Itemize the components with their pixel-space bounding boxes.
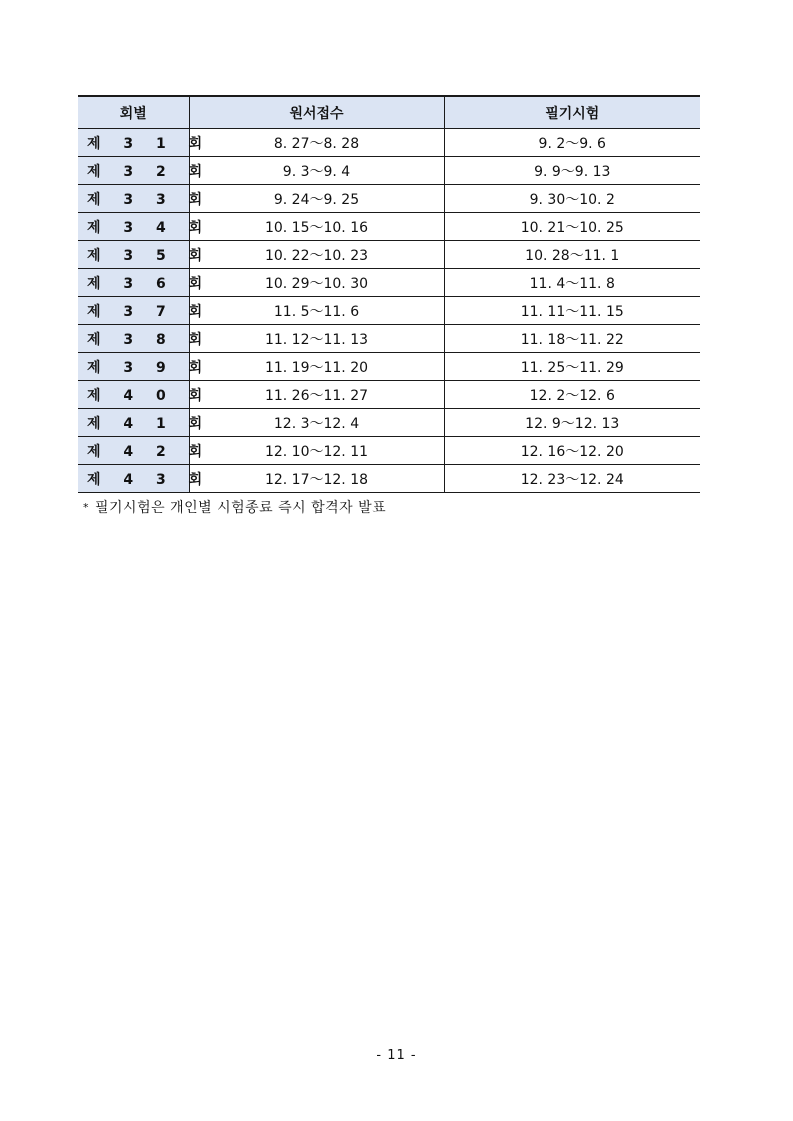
round-cell: 제 3 7 회: [78, 297, 189, 325]
application-period-cell: 10. 29～10. 30: [189, 269, 444, 297]
round-cell: 제 3 6 회: [78, 269, 189, 297]
round-cell: 제 4 2 회: [78, 437, 189, 465]
round-cell: 제 4 3 회: [78, 465, 189, 493]
table-row: [78, 185, 700, 213]
exam-period-cell: 12. 16～12. 20: [444, 437, 700, 465]
round-cell: 제 3 8 회: [78, 325, 189, 353]
header-round: 회별: [78, 96, 189, 129]
application-period-cell: 9. 24～9. 25: [189, 185, 444, 213]
table-header-row: [78, 96, 700, 129]
table-row: [78, 381, 700, 409]
round-cell: 제 4 0 회: [78, 381, 189, 409]
header-written-exam: 필기시험: [444, 96, 700, 129]
round-cell: 제 3 1 회: [78, 129, 189, 157]
table-row: [78, 353, 700, 381]
header-application: 원서접수: [189, 96, 444, 129]
application-period-cell: 11. 5～11. 6: [189, 297, 444, 325]
exam-period-cell: 11. 25～11. 29: [444, 353, 700, 381]
table-footnote: [83, 497, 386, 517]
table-row: [78, 297, 700, 325]
exam-period-cell: 10. 28～11. 1: [444, 241, 700, 269]
exam-period-cell: 12. 9～12. 13: [444, 409, 700, 437]
table-row: [78, 213, 700, 241]
round-cell: 제 3 5 회: [78, 241, 189, 269]
application-period-cell: 10. 22～10. 23: [189, 241, 444, 269]
application-period-cell: 10. 15～10. 16: [189, 213, 444, 241]
round-cell: 제 3 4 회: [78, 213, 189, 241]
exam-period-cell: 9. 30～10. 2: [444, 185, 700, 213]
round-cell: 제 3 9 회: [78, 353, 189, 381]
application-period-cell: 11. 26～11. 27: [189, 381, 444, 409]
footnote-asterisk: *: [83, 501, 89, 514]
application-period-cell: 12. 10～12. 11: [189, 437, 444, 465]
exam-period-cell: 11. 11～11. 15: [444, 297, 700, 325]
round-cell: 제 3 2 회: [78, 157, 189, 185]
exam-period-cell: 9. 9～9. 13: [444, 157, 700, 185]
exam-period-cell: 12. 2～12. 6: [444, 381, 700, 409]
exam-schedule-table: [78, 95, 700, 493]
table-row: [78, 157, 700, 185]
table-row: [78, 409, 700, 437]
table-row: [78, 241, 700, 269]
application-period-cell: 8. 27～8. 28: [189, 129, 444, 157]
table-row: [78, 325, 700, 353]
table-row: [78, 465, 700, 493]
application-period-cell: 11. 19～11. 20: [189, 353, 444, 381]
application-period-cell: 12. 17～12. 18: [189, 465, 444, 493]
footnote-text: 필기시험은 개인별 시험종료 즉시 합격자 발표: [95, 500, 387, 516]
table-row: [78, 437, 700, 465]
application-period-cell: 12. 3～12. 4: [189, 409, 444, 437]
round-cell: 제 3 3 회: [78, 185, 189, 213]
table-row: [78, 129, 700, 157]
round-cell: 제 4 1 회: [78, 409, 189, 437]
exam-period-cell: 11. 18～11. 22: [444, 325, 700, 353]
exam-period-cell: 12. 23～12. 24: [444, 465, 700, 493]
table-row: [78, 269, 700, 297]
application-period-cell: 9. 3～9. 4: [189, 157, 444, 185]
exam-period-cell: 9. 2～9. 6: [444, 129, 700, 157]
exam-period-cell: 10. 21～10. 25: [444, 213, 700, 241]
page-number: - 11 -: [376, 1048, 417, 1063]
exam-period-cell: 11. 4～11. 8: [444, 269, 700, 297]
application-period-cell: 11. 12～11. 13: [189, 325, 444, 353]
